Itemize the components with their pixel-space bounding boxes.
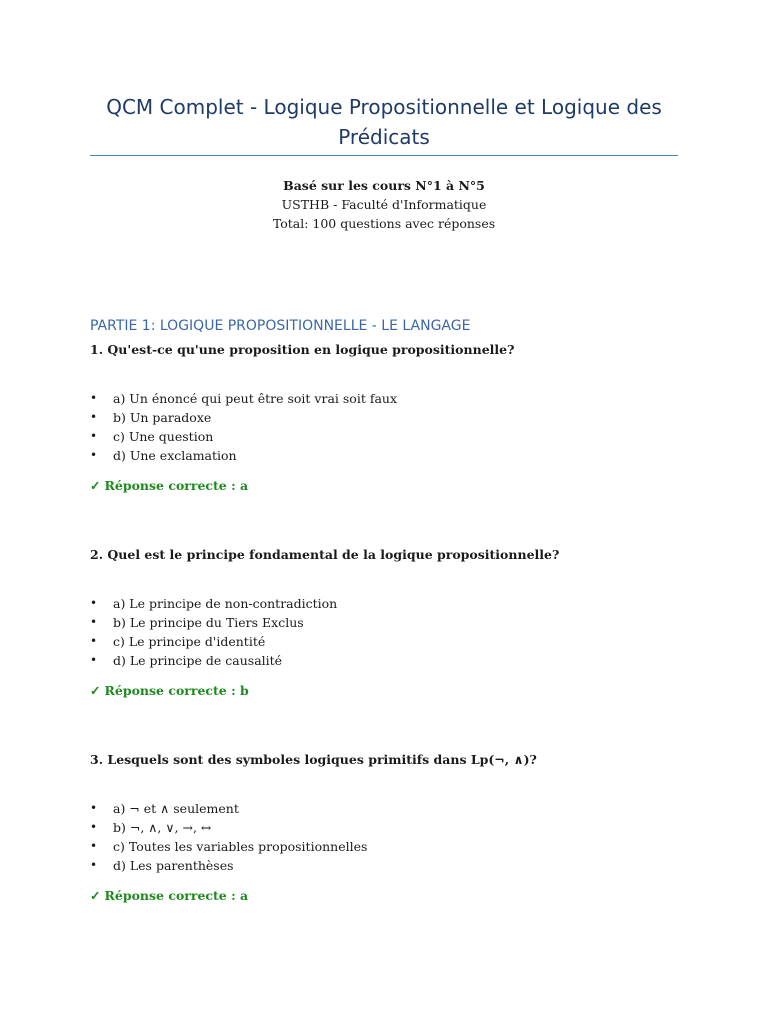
option-label: d) Une exclamation	[113, 448, 237, 463]
option-a	[90, 799, 690, 818]
bullet-icon: •	[90, 410, 98, 424]
option-c	[90, 427, 690, 446]
correct-answer	[90, 682, 690, 700]
bullet-icon: •	[90, 596, 98, 610]
bullet-icon: •	[90, 615, 98, 629]
correct-answer	[90, 887, 690, 905]
option-d	[90, 446, 690, 465]
document-title: QCM Complet - Logique Propositionnelle et Logique des Prédicats	[106, 95, 662, 149]
option-label: a) Le principe de non-contradiction	[113, 596, 338, 611]
meta-institution: USTHB - Faculté d'Informatique	[281, 197, 487, 212]
question-text: 2. Quel est le principe fondamental de la logique propositionnelle?	[90, 547, 560, 562]
bullet-icon: •	[90, 391, 98, 405]
check-icon: ✓	[90, 888, 101, 903]
option-label: b) Un paradoxe	[113, 410, 212, 425]
option-label: a) Un énoncé qui peut être soit vrai soit faux	[113, 391, 398, 406]
question-2	[90, 546, 690, 700]
option-label: d) Le principe de causalité	[113, 653, 283, 668]
question-3	[90, 751, 690, 905]
option-b	[90, 408, 690, 427]
option-list	[90, 389, 690, 465]
option-a	[90, 389, 690, 408]
option-label: a) ¬ et ∧ seulement	[113, 801, 239, 816]
question-1	[90, 341, 690, 495]
bullet-icon: •	[90, 801, 98, 815]
bullet-icon: •	[90, 839, 98, 853]
option-c	[90, 837, 690, 856]
option-label: b) Le principe du Tiers Exclus	[113, 615, 304, 630]
check-icon: ✓	[90, 683, 101, 698]
question-text: 3. Lesquels sont des symboles logiques primitifs dans Lp(¬, ∧)?	[90, 752, 537, 767]
bullet-icon: •	[90, 820, 98, 834]
bullet-icon: •	[90, 634, 98, 648]
option-d	[90, 856, 690, 875]
bullet-icon: •	[90, 448, 98, 462]
option-b	[90, 613, 690, 632]
option-a	[90, 594, 690, 613]
answer-label: Réponse correcte : b	[104, 683, 249, 698]
option-c	[90, 632, 690, 651]
document-meta	[90, 176, 678, 233]
question-text: 1. Qu'est-ce qu'une proposition en logique propositionnelle?	[90, 342, 515, 357]
meta-courses: Basé sur les cours N°1 à N°5	[283, 178, 485, 193]
section-title: PARTIE 1: LOGIQUE PROPOSITIONNELLE - LE LANGAGE	[90, 318, 471, 334]
option-b	[90, 818, 690, 837]
option-label: c) Toutes les variables propositionnelles	[113, 839, 368, 854]
correct-answer	[90, 477, 690, 495]
answer-label: Réponse correcte : a	[104, 888, 249, 903]
option-label: d) Les parenthèses	[113, 858, 234, 873]
bullet-icon: •	[90, 429, 98, 443]
meta-total: Total: 100 questions avec réponses	[272, 216, 496, 231]
bullet-icon: •	[90, 858, 98, 872]
option-label: c) Une question	[113, 429, 214, 444]
option-list	[90, 594, 690, 670]
check-icon: ✓	[90, 478, 101, 493]
option-label: b) ¬, ∧, ∨, →, ↔	[113, 820, 212, 835]
bullet-icon: •	[90, 653, 98, 667]
title-divider	[90, 155, 678, 156]
option-list	[90, 799, 690, 875]
answer-label: Réponse correcte : a	[104, 478, 249, 493]
option-label: c) Le principe d'identité	[113, 634, 266, 649]
option-d	[90, 651, 690, 670]
